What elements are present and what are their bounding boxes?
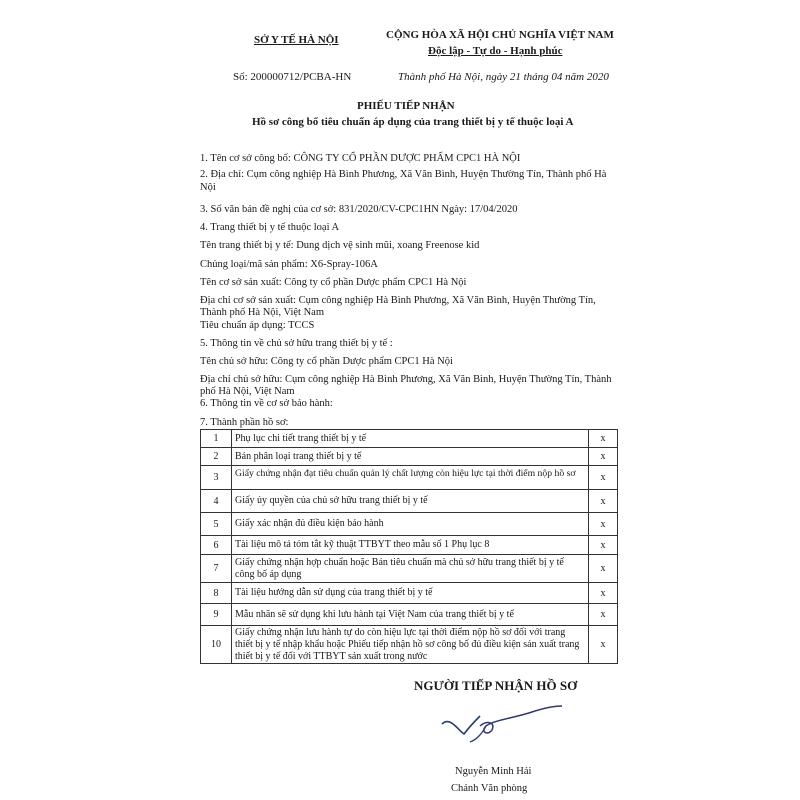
row-number: 2 bbox=[201, 448, 232, 466]
handwritten-signature bbox=[436, 700, 568, 746]
row-text: Giấy xác nhận đủ điều kiện bảo hành bbox=[232, 513, 589, 536]
row-number: 4 bbox=[201, 490, 232, 513]
department-name: SỞ Y TẾ HÀ NỘI bbox=[254, 34, 339, 46]
row-mark: x bbox=[589, 626, 618, 664]
document-title: PHIẾU TIẾP NHẬN bbox=[357, 100, 455, 112]
row-number: 7 bbox=[201, 555, 232, 583]
national-motto: Độc lập - Tự do - Hạnh phúc bbox=[428, 45, 563, 57]
document-number: Số: 200000712/PCBA-HN bbox=[233, 71, 352, 83]
row-text: Giấy chứng nhận hợp chuẩn hoặc Bản tiêu chuẩn mà chủ sở hữu trang thiết bị y tế công bố áp dụng bbox=[232, 555, 589, 583]
manufacturer-name: Tên cơ sở sản xuất: Công ty cổ phần Dược phẩm CPC1 Hà Nội bbox=[200, 277, 467, 288]
row-mark: x bbox=[589, 536, 618, 555]
row-text: Bản phân loại trang thiết bị y tế bbox=[232, 448, 589, 466]
country-name: CỘNG HÒA XÃ HỘI CHỦ NGHĨA VIỆT NAM bbox=[386, 29, 614, 41]
row-number: 10 bbox=[201, 626, 232, 664]
table-row bbox=[201, 583, 618, 604]
row-number: 8 bbox=[201, 583, 232, 604]
row-mark: x bbox=[589, 555, 618, 583]
place-date: Thành phố Hà Nội, ngày 21 tháng 04 năm 2020 bbox=[398, 71, 609, 83]
row-mark: x bbox=[589, 430, 618, 448]
device-name: Tên trang thiết bị y tế: Dung dịch vệ sinh mũi, xoang Freenose kid bbox=[200, 240, 480, 251]
table-row bbox=[201, 604, 618, 626]
table-row bbox=[201, 555, 618, 583]
row-mark: x bbox=[589, 583, 618, 604]
manufacturer-address-cont: Thành phố Hà Nội, Việt Nam bbox=[200, 307, 324, 318]
row-number: 9 bbox=[201, 604, 232, 626]
owner-name: Tên chủ sở hữu: Công ty cổ phần Dược phẩm CPC1 Hà Nội bbox=[200, 356, 453, 367]
row-text: Mẫu nhãn sẽ sử dụng khi lưu hành tại Việt Nam của trang thiết bị y tế bbox=[232, 604, 589, 626]
item-1-facility: 1. Tên cơ sở công bố: CÔNG TY CỔ PHẦN DƯỢC PHẨM CPC1 HÀ NỘI bbox=[200, 153, 521, 164]
table-row bbox=[201, 513, 618, 536]
row-text: Giấy chứng nhận lưu hành tự do còn hiệu lực tại thời điểm nộp hồ sơ đối với trang thiết bị y tế nhập khẩu hoặc Phiếu tiếp nhận hồ sơ công bố đủ điều kiện sản xuất trang thiết bị y tế đối với TTBYT sản xuất trong nước bbox=[232, 626, 589, 664]
row-number: 6 bbox=[201, 536, 232, 555]
applied-standard: Tiêu chuẩn áp dụng: TCCS bbox=[200, 320, 315, 331]
item-2-address-cont: Nội bbox=[200, 182, 216, 193]
table-row bbox=[201, 536, 618, 555]
row-text: Phụ lục chi tiết trang thiết bị y tế bbox=[232, 430, 589, 448]
owner-address-cont: phố Hà Nội, Việt Nam bbox=[200, 386, 295, 397]
signer-position: Chánh Văn phòng bbox=[451, 783, 528, 794]
row-number: 3 bbox=[201, 466, 232, 490]
document-subtitle: Hồ sơ công bố tiêu chuẩn áp dụng của trang thiết bị y tế thuộc loại A bbox=[252, 116, 574, 128]
table-row bbox=[201, 430, 618, 448]
item-7-documents: 7. Thành phần hồ sơ: bbox=[200, 417, 289, 428]
row-mark: x bbox=[589, 604, 618, 626]
owner-address: Địa chỉ chủ sở hữu: Cụm công nghiệp Hà Bình Phương, Xã Văn Bình, Huyện Thường Tín, Thành bbox=[200, 374, 612, 385]
row-number: 1 bbox=[201, 430, 232, 448]
item-3-request-doc: 3. Số văn bản đề nghị của cơ sở: 831/2020/CV-CPC1HN Ngày: 17/04/2020 bbox=[200, 204, 518, 215]
row-text: Tài liệu mô tả tóm tắt kỹ thuật TTBYT theo mẫu số 1 Phụ lục 8 bbox=[232, 536, 589, 555]
signer-name: Nguyễn Minh Hải bbox=[455, 766, 532, 777]
item-4-device-class: 4. Trang thiết bị y tế thuộc loại A bbox=[200, 222, 340, 233]
table-row bbox=[201, 490, 618, 513]
row-mark: x bbox=[589, 490, 618, 513]
documents-table bbox=[200, 429, 618, 664]
row-text: Tài liệu hướng dẫn sử dụng của trang thiết bị y tế bbox=[232, 583, 589, 604]
table-row bbox=[201, 466, 618, 490]
device-model: Chủng loại/mã sản phẩm: X6-Spray-106A bbox=[200, 259, 378, 270]
item-2-address: 2. Địa chỉ: Cụm công nghiệp Hà Bình Phương, Xã Văn Bình, Huyện Thường Tín, Thành phố Hà bbox=[200, 169, 607, 180]
row-text: Giấy chứng nhận đạt tiêu chuẩn quản lý chất lượng còn hiệu lực tại thời điểm nộp hồ sơ bbox=[232, 466, 589, 490]
item-6-warranty: 6. Thông tin về cơ sở bảo hành: bbox=[200, 398, 333, 409]
item-5-owner-info: 5. Thông tin về chủ sở hữu trang thiết bị y tế : bbox=[200, 338, 393, 349]
signature-heading: NGƯỜI TIẾP NHẬN HỒ SƠ bbox=[414, 678, 578, 693]
row-mark: x bbox=[589, 466, 618, 490]
row-mark: x bbox=[589, 448, 618, 466]
row-mark: x bbox=[589, 513, 618, 536]
manufacturer-address: Địa chỉ cơ sở sản xuất: Cụm công nghiệp Hà Bình Phương, Xã Văn Bình, Huyện Thường Tín, bbox=[200, 295, 596, 306]
table-row bbox=[201, 626, 618, 664]
row-number: 5 bbox=[201, 513, 232, 536]
table-row bbox=[201, 448, 618, 466]
row-text: Giấy ủy quyền của chủ sở hữu trang thiết bị y tế bbox=[232, 490, 589, 513]
